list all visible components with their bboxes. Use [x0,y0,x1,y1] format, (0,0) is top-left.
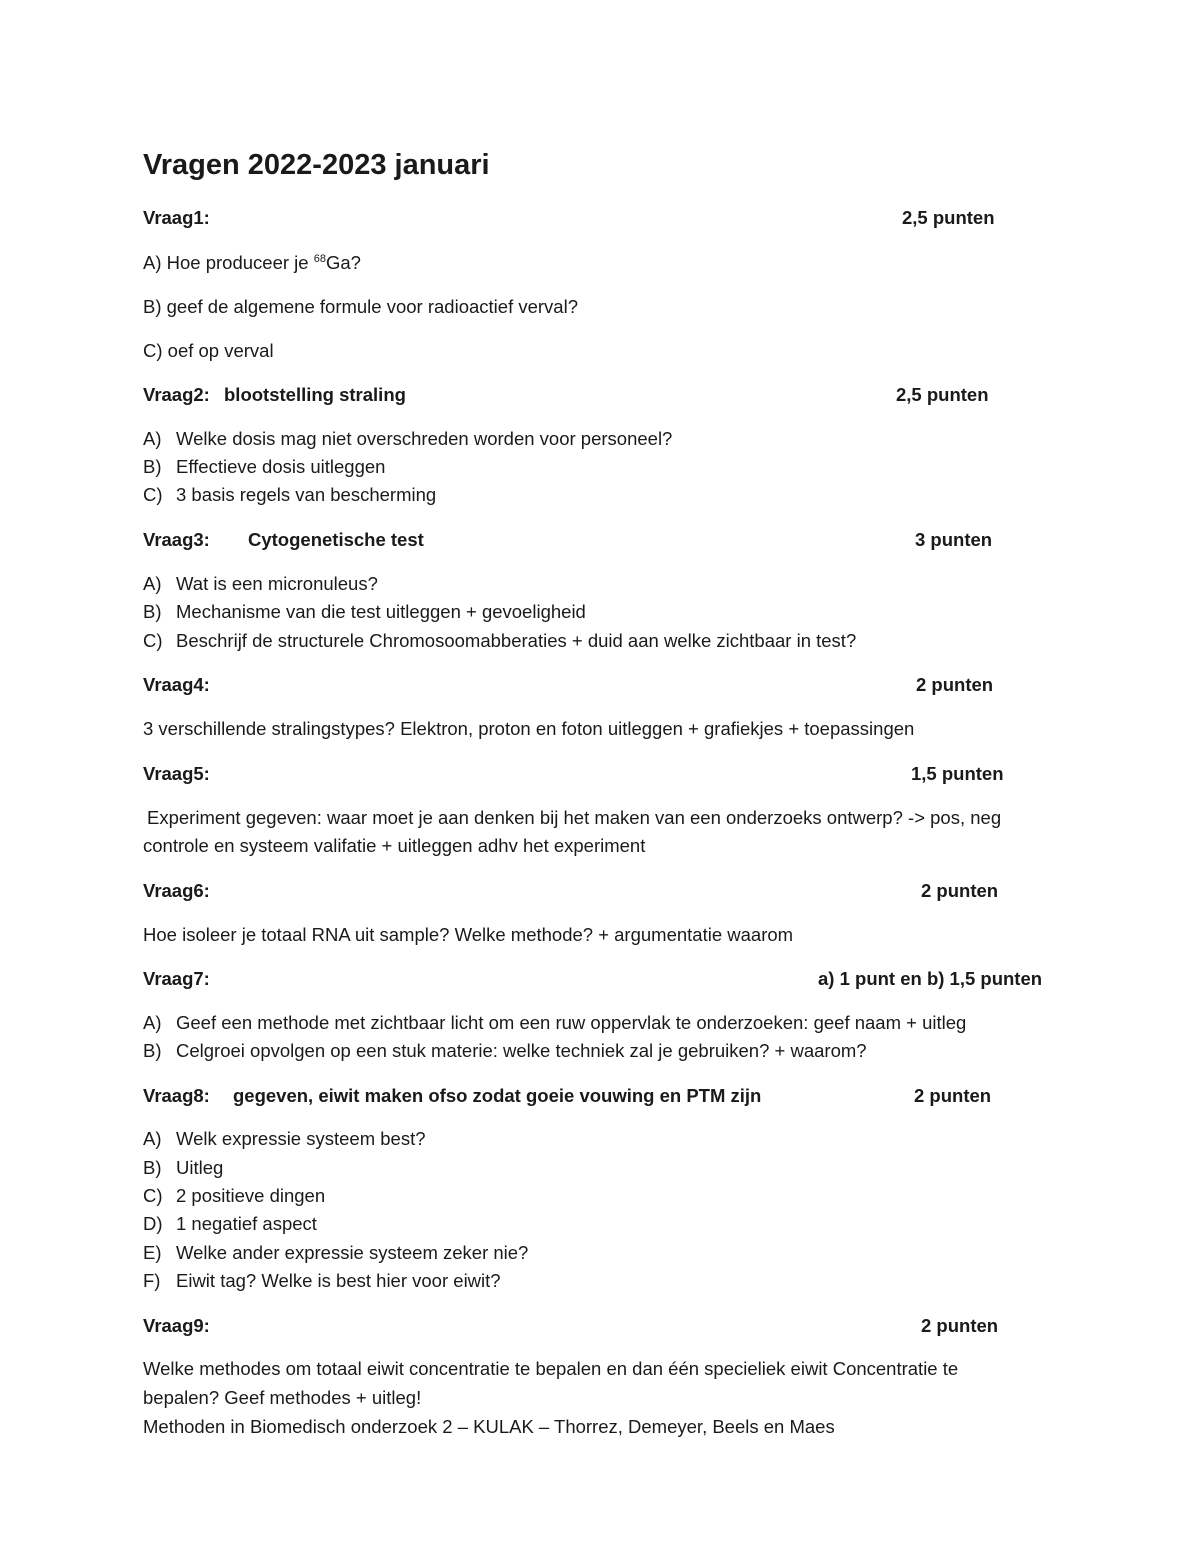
q1-points: 2,5 punten [902,207,995,228]
q8-item-letter: F) [143,1270,161,1291]
q2-item-text: Effectieve dosis uitleggen [176,456,386,477]
q8-item-text: Welk expressie systeem best? [176,1128,426,1149]
q8-item-letter: D) [143,1213,163,1234]
q8-item-text: 1 negatief aspect [176,1213,317,1234]
q8-item-text: Eiwit tag? Welke is best hier voor eiwit? [176,1270,501,1291]
q4-points: 2 punten [916,674,994,695]
q3-item-text: Beschrijf de structurele Chromosoomabberaties + duid aan welke zichtbaar in test? [176,630,857,651]
q2-topic: blootstelling straling [224,384,406,405]
q8-item-letter: B) [143,1157,162,1178]
q7-points: a) 1 punt en b) 1,5 punten [818,968,1043,989]
q2-item-letter: A) [143,428,162,449]
q1-item-b: B) geef de algemene formule voor radioactief verval? [143,296,578,317]
q2-item-text: 3 basis regels van bescherming [176,484,437,505]
q9-points: 2 punten [921,1315,999,1336]
q8-label: Vraag8: [143,1085,210,1106]
q5-label: Vraag5: [143,763,210,784]
q7-item-letter: B) [143,1040,162,1061]
q3-item-letter: B) [143,601,162,622]
q3-points: 3 punten [915,529,993,550]
q6-points: 2 punten [921,880,999,901]
q8-item-letter: A) [143,1128,162,1149]
q1-item-c: C) oef op verval [143,340,274,361]
document-title: Vragen 2022-2023 januari [143,149,490,181]
q3-item-text: Mechanisme van die test uitleggen + gevoeligheid [176,601,586,622]
q5-text-line1: Experiment gegeven: waar moet je aan denken bij het maken van een onderzoeks ontwerp? -> pos, neg [147,807,1002,828]
q7-item-text: Celgroei opvolgen op een stuk materie: welke techniek zal je gebruiken? + waarom? [176,1040,867,1061]
q8-item-text: Welke ander expressie systeem zeker nie? [176,1242,529,1263]
q1-item-a-superscript: 68 [313,253,326,265]
q6-text: Hoe isoleer je totaal RNA uit sample? Welke methode? + argumentatie waarom [143,924,794,945]
q2-item-letter: C) [143,484,163,505]
q3-item-letter: A) [143,573,162,594]
q9-text-line2: bepalen? Geef methodes + uitleg! [143,1387,422,1408]
q8-item-text: Uitleg [176,1157,224,1178]
q8-points: 2 punten [914,1085,992,1106]
q8-item-text: 2 positieve dingen [176,1185,326,1206]
q1-label: Vraag1: [143,207,210,228]
q8-item-letter: C) [143,1185,163,1206]
q4-label: Vraag4: [143,674,210,695]
q3-item-text: Wat is een micronuleus? [176,573,378,594]
q6-label: Vraag6: [143,880,210,901]
q9-text-line1: Welke methodes om totaal eiwit concentratie te bepalen en dan één specieliek eiwit Concentratie te [143,1358,959,1379]
q2-points: 2,5 punten [896,384,989,405]
q3-topic: Cytogenetische test [248,529,424,550]
q2-label: Vraag2: [143,384,210,405]
q3-label: Vraag3: [143,529,210,550]
q9-label: Vraag9: [143,1315,210,1336]
q1-item-a-suffix: Ga? [325,252,361,273]
q8-item-letter: E) [143,1242,162,1263]
q3-item-letter: C) [143,630,163,651]
q4-text: 3 verschillende stralingstypes? Elektron, proton en foton uitleggen + grafiekjes + toepassingen [143,718,915,739]
q8-topic: gegeven, eiwit maken ofso zodat goeie vouwing en PTM zijn [233,1085,762,1106]
q7-item-text: Geef een methode met zichtbaar licht om een ruw oppervlak te onderzoeken: geef naam + uitleg [176,1012,967,1033]
q1-item-a-prefix: A) Hoe produceer je [143,252,314,273]
q5-text-line2: controle en systeem valifatie + uitleggen adhv het experiment [143,835,646,856]
q7-item-letter: A) [143,1012,162,1033]
q1-item-a [143,251,361,275]
course-footer: Methoden in Biomedisch onderzoek 2 – KULAK – Thorrez, Demeyer, Beels en Maes [143,1416,835,1437]
q5-points: 1,5 punten [911,763,1004,784]
q2-item-text: Welke dosis mag niet overschreden worden voor personeel? [176,428,673,449]
q2-item-letter: B) [143,456,162,477]
q7-label: Vraag7: [143,968,210,989]
